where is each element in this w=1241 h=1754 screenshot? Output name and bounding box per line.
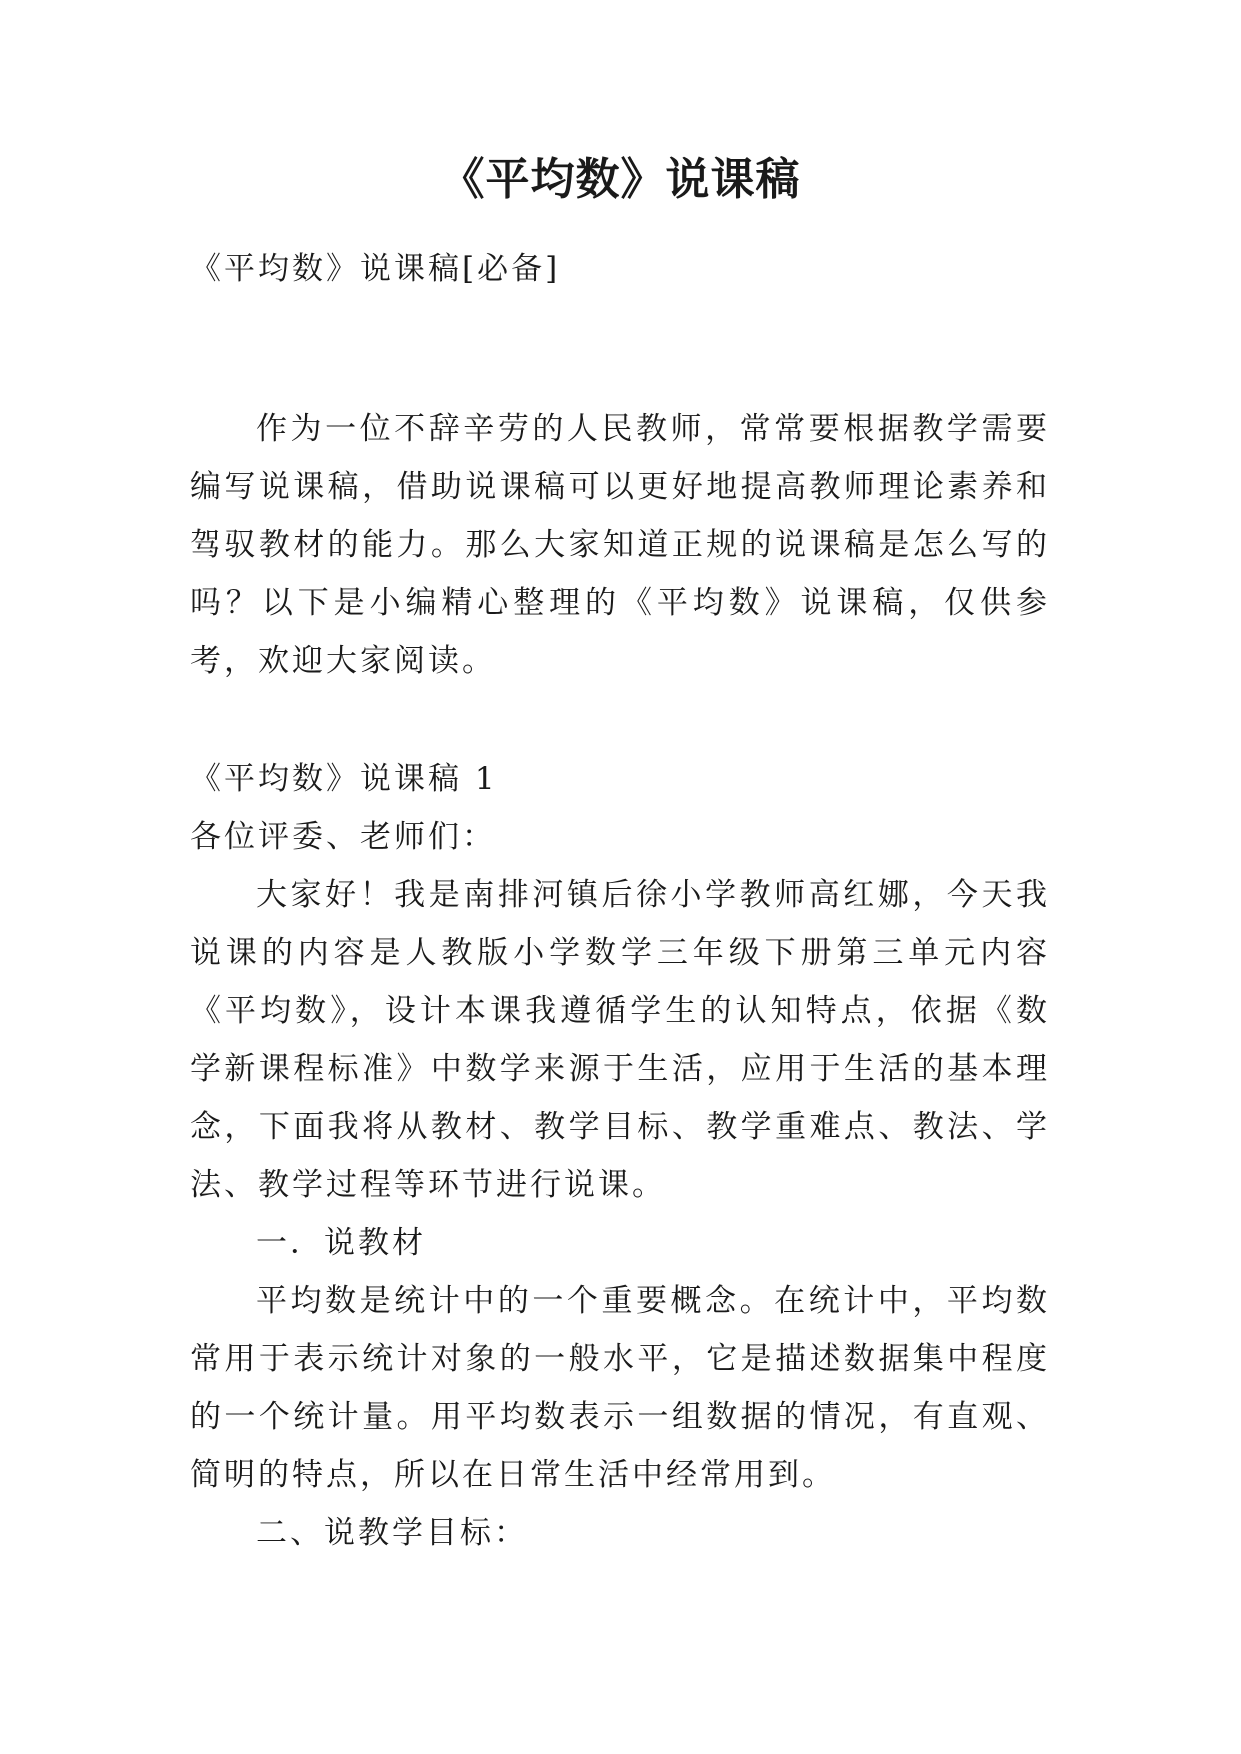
greeting: 各位评委、老师们： <box>190 819 496 855</box>
section-heading: 《平均数》说课稿 1 <box>190 761 498 797</box>
document-subtitle: 《平均数》说课稿[必备] <box>190 251 561 287</box>
intro-paragraph: 作为一位不辞辛劳的人民教师，常常要根据教学需要编写说课稿，借助说课稿可以更好地提高教师理论素养和驾驭教材的能力。那么大家知道正规的说课稿是怎么写的吗？以下是小编精心整理的《平均数》说课稿，仅供参考，欢迎大家阅读。 <box>190 411 1050 679</box>
heading-teaching-goals: 二、说教学目标： <box>256 1515 528 1551</box>
textbook-paragraph: 平均数是统计中的一个重要概念。在统计中，平均数常用于表示统计对象的一般水平，它是描述数据集中程度的一个统计量。用平均数表示一组数据的情况，有直观、简明的特点，所以在日常生活中经常用到。 <box>190 1283 1050 1493</box>
heading-textbook: 一．说教材 <box>256 1225 426 1261</box>
hello-paragraph: 大家好！我是南排河镇后徐小学教师高红娜，今天我说课的内容是人教版小学数学三年级下册第三单元内容《平均数》，设计本课我遵循学生的认知特点，依据《数学新课程标准》中数学来源于生活，应用于生活的基本理念，下面我将从教材、教学目标、教学重难点、教法、学法、教学过程等环节进行说课。 <box>190 877 1050 1203</box>
document-title: 《平均数》说课稿 <box>440 154 801 205</box>
